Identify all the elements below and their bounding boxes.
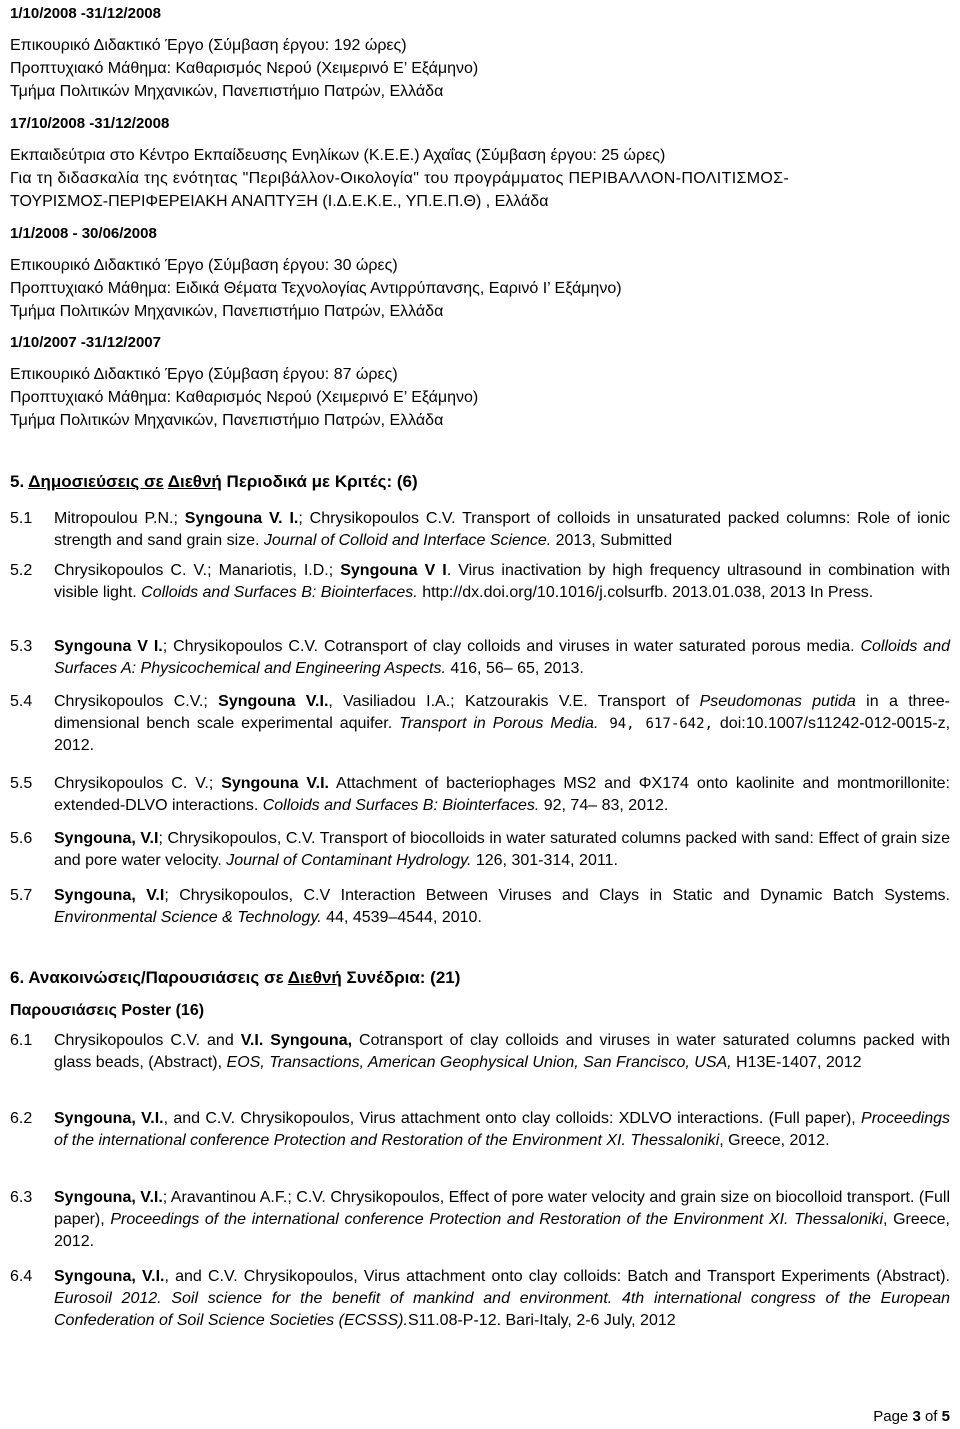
reference-text-run: Chrysikopoulos C. V.; Manariotis, I.D.; — [54, 562, 341, 579]
reference-number: 5.1 — [10, 510, 33, 527]
reference-text-run: http://dx.doi.org/10.1016/j.colsurfb. 2013.01.038, 2013 In Press. — [417, 584, 874, 601]
reference-text-run: 416, 56– 65, 2013. — [445, 660, 584, 677]
entry-line: Προπτυχιακό Μάθημα: Ειδικά Θέματα Τεχνολογίας Αντιρρύπανσης, Εαρινό Ι’ Εξάμηνο) — [10, 280, 622, 297]
entry-line: Επικουρικό Διδακτικό Έργο (Σύμβαση έργου: 87 ώρες) — [10, 366, 398, 383]
entry-line: Για τη διδασκαλία της ενότητας "Περιβάλλον-Οικολογία" του προγράμματος ΠΕΡΙΒΑΛΛΟΝ-ΠΟΛΙΤΙΣΜΟΣ- — [10, 170, 790, 187]
reference-text-run: S11.08-P-12. Bari-Italy, 2-6 July, 2012 — [407, 1312, 676, 1329]
section-title-part: Διεθνή — [167, 472, 222, 491]
reference-text-run: 2013, Submitted — [551, 532, 673, 549]
reference-text-run: ; Chrysikopoulos, C.V Interaction Between Viruses and Clays in Static and Dynamic Batch Systems. — [164, 887, 950, 904]
reference-text — [54, 691, 950, 757]
reference-text-run: Cotransport of clay colloids and viruses in water saturated columns packed with glass beads, (Abstract), — [54, 1032, 951, 1071]
section-title-part: Διεθνή — [287, 968, 342, 987]
reference-number: 5.5 — [10, 775, 33, 792]
entry-line: ΤΟΥΡΙΣΜΟΣ-ΠΕΡΙΦΕΡΕΙΑΚΗ ΑΝΑΠΤΥΞΗ (Ι.Δ.Ε.Κ.Ε., ΥΠ.Ε.Π.Θ) , Ελλάδα — [10, 193, 549, 210]
reference-number: 6.3 — [10, 1189, 33, 1206]
reference-text-run: Colloids and Surfaces B: Biointerfaces. — [141, 584, 418, 601]
reference-text-run: Journal of Colloid and Interface Science. — [263, 532, 552, 549]
reference-text-run: Mitropoulou P.N.; — [54, 510, 185, 527]
entry-line: Εκπαιδεύτρια στο Κέντρο Εκπαίδευσης Ενηλίκων (Κ.Ε.Ε.) Αχαΐας (Σύμβαση έργου: 25 ώρες) — [10, 147, 666, 164]
reference-text — [54, 773, 950, 817]
reference-entry — [10, 1266, 950, 1332]
entry-line: Τμήμα Πολιτικών Μηχανικών, Πανεπιστήμιο Πατρών, Ελλάδα — [10, 83, 444, 100]
reference-text-run: , Greece, 2012. — [54, 1211, 950, 1250]
reference-text-run: Transport in Porous Media. — [399, 715, 599, 732]
entry-date: 1/1/2008 - 30/06/2008 — [10, 225, 157, 242]
reference-text-run: Journal of Contaminant Hydrology. — [226, 852, 472, 869]
footer-page-word: Page — [873, 1408, 909, 1425]
reference-text — [54, 1108, 950, 1152]
reference-text-run: doi:10.1007/s11242-012-0015-z, 2012. — [54, 715, 951, 754]
reference-text — [54, 508, 950, 552]
teaching-entry — [10, 114, 950, 213]
section-title-part: Ανακοινώσεις/Παρουσιάσεις σε — [28, 968, 284, 987]
reference-text — [54, 1266, 950, 1332]
reference-text-run: Syngouna, V.I — [54, 887, 165, 904]
reference-text-run: , and C.V. Chrysikopoulos, Virus attachment onto clay colloids: XDLVO interactions. (Full paper), — [163, 1110, 862, 1127]
reference-number: 5.7 — [10, 887, 33, 904]
reference-text-run: Pseudomonas putida — [699, 693, 856, 710]
reference-number: 5.3 — [10, 638, 33, 655]
reference-entry — [10, 773, 950, 817]
entry-line: Προπτυχιακό Μάθημα: Καθαρισμός Νερού (Χειμερινό Ε’ Εξάμηνο) — [10, 389, 479, 406]
reference-entry — [10, 636, 950, 680]
reference-text — [54, 828, 950, 872]
section-number: 6. — [10, 968, 25, 987]
section-number: 5. — [10, 472, 25, 491]
entry-date: 17/10/2008 -31/12/2008 — [10, 115, 170, 132]
reference-number: 6.4 — [10, 1268, 33, 1285]
reference-text-run: , and C.V. Chrysikopoulos, Virus attachment onto clay colloids: Batch and Transport Experiments (Abstract). — [164, 1268, 951, 1285]
entry-line: Επικουρικό Διδακτικό Έργο (Σύμβαση έργου: 192 ώρες) — [10, 37, 407, 54]
entry-line: Τμήμα Πολιτικών Μηχανικών, Πανεπιστήμιο Πατρών, Ελλάδα — [10, 303, 444, 320]
reference-text-run: Syngouna, V.I. — [54, 1189, 163, 1206]
reference-entry — [10, 691, 950, 757]
reference-entry — [10, 1108, 950, 1152]
entry-date: 1/10/2008 -31/12/2008 — [10, 5, 161, 22]
reference-text-run: in a three-dimensional bench scale experimental aquifer. — [54, 693, 951, 732]
reference-text-run: Attachment of bacteriophages MS2 and ΦX174 onto kaolinite and montmorillonite: extended-DLVO interactions. — [54, 775, 950, 814]
teaching-entry — [10, 4, 950, 103]
reference-text-run: , Vasiliadou I.A.; Katzourakis V.E. Transport of — [328, 693, 700, 710]
reference-text-run: Syngouna, V.I. — [54, 1110, 164, 1127]
reference-text-run: Syngouna V I. — [54, 638, 163, 655]
reference-text-run: , Greece, 2012. — [719, 1132, 830, 1149]
entry-date: 1/10/2007 -31/12/2007 — [10, 334, 161, 351]
reference-entry — [10, 508, 950, 552]
subsection-heading-posters: Παρουσιάσεις Poster (16) — [10, 1002, 205, 1019]
footer-page-number: 3 — [912, 1408, 921, 1425]
reference-text-run: Chrysikopoulos C.V.; — [54, 693, 219, 710]
reference-text-run: Syngouna, V.I — [54, 830, 159, 847]
reference-entry — [10, 1030, 950, 1074]
reference-text-run: V.I. Syngouna, — [240, 1032, 353, 1049]
reference-text-run: Syngouna V.I. — [221, 775, 329, 792]
reference-text-run: EOS, Transactions, American Geophysical Union, San Francisco, USA, — [226, 1054, 732, 1071]
reference-text-run: Chrysikopoulos C. V.; — [54, 775, 222, 792]
reference-number: 6.2 — [10, 1110, 33, 1127]
reference-text-run: Colloids and Surfaces B: Biointerfaces. — [262, 797, 540, 814]
reference-text-run: Syngouna, V.I. — [54, 1268, 165, 1285]
teaching-entry — [10, 224, 950, 323]
reference-text — [54, 560, 950, 604]
reference-entry — [10, 885, 950, 929]
reference-text-run: 94, 617-642, — [598, 716, 713, 732]
reference-number: 5.4 — [10, 693, 33, 710]
section-heading-journals — [10, 470, 418, 494]
entry-line: Επικουρικό Διδακτικό Έργο (Σύμβαση έργου: 30 ώρες) — [10, 257, 398, 274]
reference-text-run: Syngouna V. I. — [184, 510, 299, 527]
section-heading-conferences — [10, 966, 460, 990]
reference-text-run: . Virus inactivation by high frequency ultrasound in combination with visible light. — [54, 562, 950, 601]
reference-text-run: 126, 301-314, 2011. — [471, 852, 618, 869]
section-title-part: Δημοσιεύσεις σε — [28, 472, 164, 491]
reference-text-run: Proceedings of the international conference Protection and Restoration of the Environment XI. Thessaloniki — [54, 1110, 950, 1149]
reference-text-run: Environmental Science & Technology. — [54, 909, 322, 926]
reference-text-run: Proceedings of the international conference Protection and Restoration of the Environment XI. Thessaloniki — [110, 1211, 884, 1228]
footer-page-total: 5 — [941, 1408, 950, 1425]
reference-text-run: H13E-1407, 2012 — [731, 1054, 862, 1071]
reference-text-run: ; Chrysikopoulos, C.V. Transport of biocolloids in water saturated columns packed with sand: Effect of grain size and pore water velocity. — [54, 830, 950, 869]
page-footer — [873, 1408, 950, 1425]
reference-text — [54, 636, 950, 680]
reference-text-run: Eurosoil 2012. Soil science for the benefit of mankind and environment. 4th international congress of the European Confederation of Soil Science Societies (ECSSS). — [54, 1290, 950, 1329]
reference-text-run: Colloids and Surfaces A: Physicochemical and Engineering Aspects. — [54, 638, 950, 677]
reference-entry — [10, 828, 950, 872]
reference-text-run: 92, 74– 83, 2012. — [539, 797, 669, 814]
reference-text — [54, 1187, 950, 1253]
reference-entry — [10, 1187, 950, 1253]
reference-text-run: Syngouna V.I. — [218, 693, 329, 710]
reference-entry — [10, 560, 950, 604]
teaching-entry — [10, 333, 950, 432]
reference-text-run: ; Chrysikopoulos C.V. Transport of colloids in unsaturated packed columns: Role of ionic strength and sand grain size. — [54, 510, 951, 549]
section-title-part: Συνέδρια: (21) — [346, 968, 461, 987]
reference-text — [54, 1030, 950, 1074]
reference-text-run: 44, 4539–4544, 2010. — [321, 909, 482, 926]
entry-line: Τμήμα Πολιτικών Μηχανικών, Πανεπιστήμιο Πατρών, Ελλάδα — [10, 412, 444, 429]
reference-number: 5.2 — [10, 562, 33, 579]
reference-text-run: ; Aravantinou A.F.; C.V. Chrysikopoulos, Effect of pore water velocity and grain size on biocolloid transport. (Full paper), — [54, 1189, 950, 1228]
section-title-part: Περιοδικά με Κριτές: (6) — [226, 472, 418, 491]
reference-text — [54, 885, 950, 929]
entry-line: Προπτυχιακό Μάθημα: Καθαρισμός Νερού (Χειμερινό Ε’ Εξάμηνο) — [10, 60, 479, 77]
reference-text-run: ; Chrysikopoulos C.V. Cotransport of clay colloids and viruses in water saturated porous media. — [162, 638, 861, 655]
footer-of-word: of — [924, 1408, 938, 1425]
reference-number: 6.1 — [10, 1032, 33, 1049]
reference-number: 5.6 — [10, 830, 33, 847]
reference-text-run: Syngouna V I — [340, 562, 447, 579]
reference-text-run: Chrysikopoulos C.V. and — [54, 1032, 241, 1049]
